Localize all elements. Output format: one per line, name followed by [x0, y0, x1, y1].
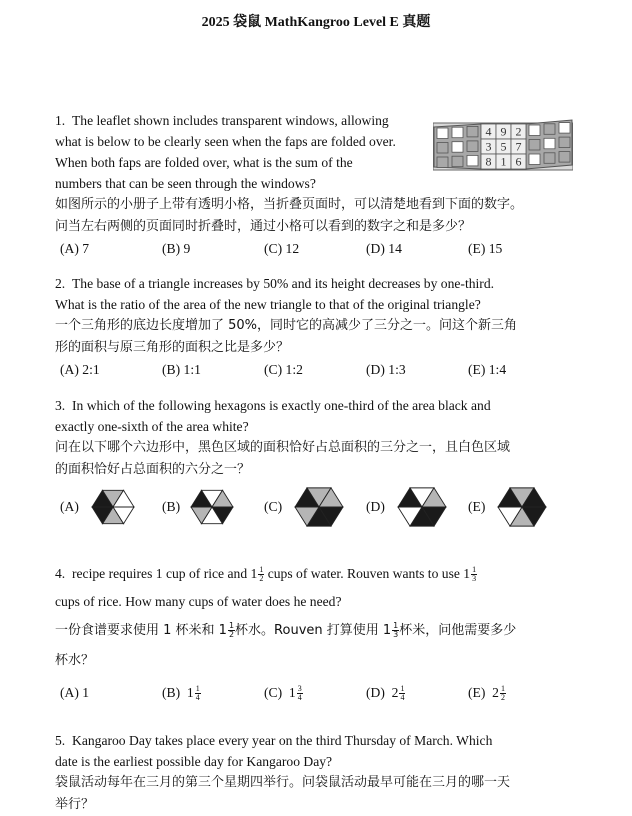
q4-option-d[interactable]: (D) 2 $\frac{1}{4}$: [366, 684, 405, 703]
hexagon-c: [290, 482, 348, 532]
q1-option-a[interactable]: (A) 7: [60, 241, 90, 256]
q4-option-c[interactable]: (C) 1 $\frac{3}{4}$: [264, 684, 302, 703]
q3-line-1: In which of the following hexagons is exactly one-third of the area black and: [72, 398, 491, 413]
q4-zh-1a: 一份食谱要求使用 1 杯米和 1: [55, 623, 227, 638]
question-4: [55, 563, 565, 704]
grid-digit: 3: [485, 139, 492, 154]
q3-option-c-label: (C): [264, 499, 283, 514]
q2-option-e[interactable]: (E) 1:4: [468, 362, 507, 377]
q4-line-2: cups of rice. How many cups of water does he need?: [55, 594, 342, 609]
q5-zh-line-2: 举行？: [55, 797, 95, 812]
grid-digit: 7: [515, 139, 522, 154]
question-5: [55, 730, 565, 816]
q4-number: 4.: [55, 566, 66, 581]
grid-digit: 2: [515, 124, 522, 139]
q1-zh-line-1: 如图所示的小册子上带有透明小格，当折叠页面时，可以清楚地看到下面的数字。: [55, 197, 524, 212]
grid-digit: 8: [485, 154, 492, 169]
q1-english: [55, 110, 420, 194]
q2-zh-line-1: 一个三角形的底边长度增加了 50%，同时它的高减少了三分之一。问这个新三角: [55, 318, 518, 333]
q2-option-c[interactable]: (C) 1:2: [264, 362, 303, 377]
q4-option-a[interactable]: (A) 1: [60, 685, 90, 700]
grid-digit: 9: [500, 124, 507, 139]
q3-zh-line-2: 的面积恰好占总面积的六分之一？: [55, 462, 251, 477]
q2-option-a[interactable]: (A) 2:1: [60, 362, 100, 377]
page-title: 2025 袋鼠 MathKangroo Level E 真题: [201, 15, 431, 30]
question-3: [55, 395, 565, 481]
q1-line-1: The leaflet shown includes transparent windows, allowing: [72, 113, 389, 128]
grid-digit: 6: [515, 154, 522, 169]
hexagon-e: [493, 482, 551, 532]
q5-number: 5.: [55, 733, 66, 748]
fraction-one-half-zh: $\frac{1}{2}$: [228, 621, 235, 639]
q1-options: [55, 238, 565, 260]
q5-zh-line-1: 袋鼠活动每年在三月的第三个星期四举行。问袋鼠活动最早可能在三月的哪一天: [55, 775, 511, 790]
q3-option-d-label: (D): [366, 499, 385, 514]
q1-line-4: numbers that can be seen through the windows?: [55, 176, 316, 191]
q2-option-d[interactable]: (D) 1:3: [366, 362, 406, 377]
fraction-one-third: $\frac{1}{3}$: [472, 565, 477, 584]
q5-line-1: Kangaroo Day takes place every year on the third Thursday of March. Which: [72, 733, 493, 748]
q4-line-1b: cups of water. Rouven wants to use 1: [264, 566, 471, 581]
hexagon-a: [87, 485, 139, 529]
question-2: [55, 273, 565, 381]
fraction-one-half: $\frac{1}{2}$: [259, 565, 264, 584]
q2-number: 2.: [55, 276, 66, 291]
q3-option-b-label: (B): [162, 499, 181, 514]
hexagon-d: [393, 482, 451, 532]
fraction-one-third-zh: $\frac{1}{3}$: [393, 621, 399, 639]
q4-zh-1c: 杯米，问他需要多少: [399, 623, 517, 638]
q3-option-e[interactable]: [468, 482, 551, 532]
q3-zh-line-1: 问在以下哪个六边形中，黑色区域的面积恰好占总面积的三分之一，且白色区域: [55, 440, 511, 455]
q4-option-b[interactable]: (B) 1 $\frac{1}{4}$: [162, 684, 200, 703]
grid-digit: 5: [500, 139, 507, 154]
q3-options: [55, 482, 565, 532]
q2-line-2: What is the ratio of the area of the new triangle to that of the original triangle?: [55, 297, 481, 312]
q1-line-3: When both faps are folded over, what is the sum of the: [55, 155, 353, 170]
q3-option-a[interactable]: [60, 485, 139, 529]
q2-options: [55, 359, 565, 381]
q3-option-d[interactable]: [366, 482, 451, 532]
q1-option-d[interactable]: (D) 14: [366, 241, 402, 256]
q3-option-c[interactable]: [264, 482, 348, 532]
q1-option-b[interactable]: (B) 9: [162, 241, 191, 256]
q3-number: 3.: [55, 398, 66, 413]
q1-line-2: what is below to be clearly seen when the faps are folded over.: [55, 134, 396, 149]
question-1: [55, 110, 420, 194]
q5-line-2: date is the earliest possible day for Kangaroo Day?: [55, 754, 333, 769]
q4-options: [55, 682, 565, 704]
leaflet-figure: [433, 117, 573, 181]
q2-zh-line-2: 形的面积与原三角形的面积之比是多少？: [55, 340, 290, 355]
question-1-zh: [55, 194, 565, 260]
q4-option-e[interactable]: (E) 2 $\frac{1}{2}$: [468, 684, 505, 703]
grid-digit: 4: [485, 124, 492, 139]
grid-digit: 1: [500, 154, 507, 169]
q4-line-1a: recipe requires 1 cup of rice and 1: [72, 566, 258, 581]
q1-option-c[interactable]: (C) 12: [264, 241, 300, 256]
q3-line-2: exactly one-sixth of the area white?: [55, 419, 249, 434]
q3-option-e-label: (E): [468, 499, 486, 514]
hexagon-b: [186, 485, 238, 529]
q4-zh-1b: 杯水。Rouven 打算使用 1: [235, 623, 392, 638]
q3-option-b[interactable]: [162, 485, 238, 529]
q1-option-e[interactable]: (E) 15: [468, 241, 503, 256]
q2-line-1: The base of a triangle increases by 50% and its height decreases by one-third.: [72, 276, 495, 291]
q1-zh-line-2: 问当左右两侧的页面同时折叠时，通过小格可以看到的数字之和是多少？: [55, 219, 472, 234]
q3-option-a-label: (A): [60, 499, 79, 514]
q1-number: 1.: [55, 113, 66, 128]
q2-option-b[interactable]: (B) 1:1: [162, 362, 201, 377]
q4-zh-line-2: 杯水？: [55, 653, 95, 668]
